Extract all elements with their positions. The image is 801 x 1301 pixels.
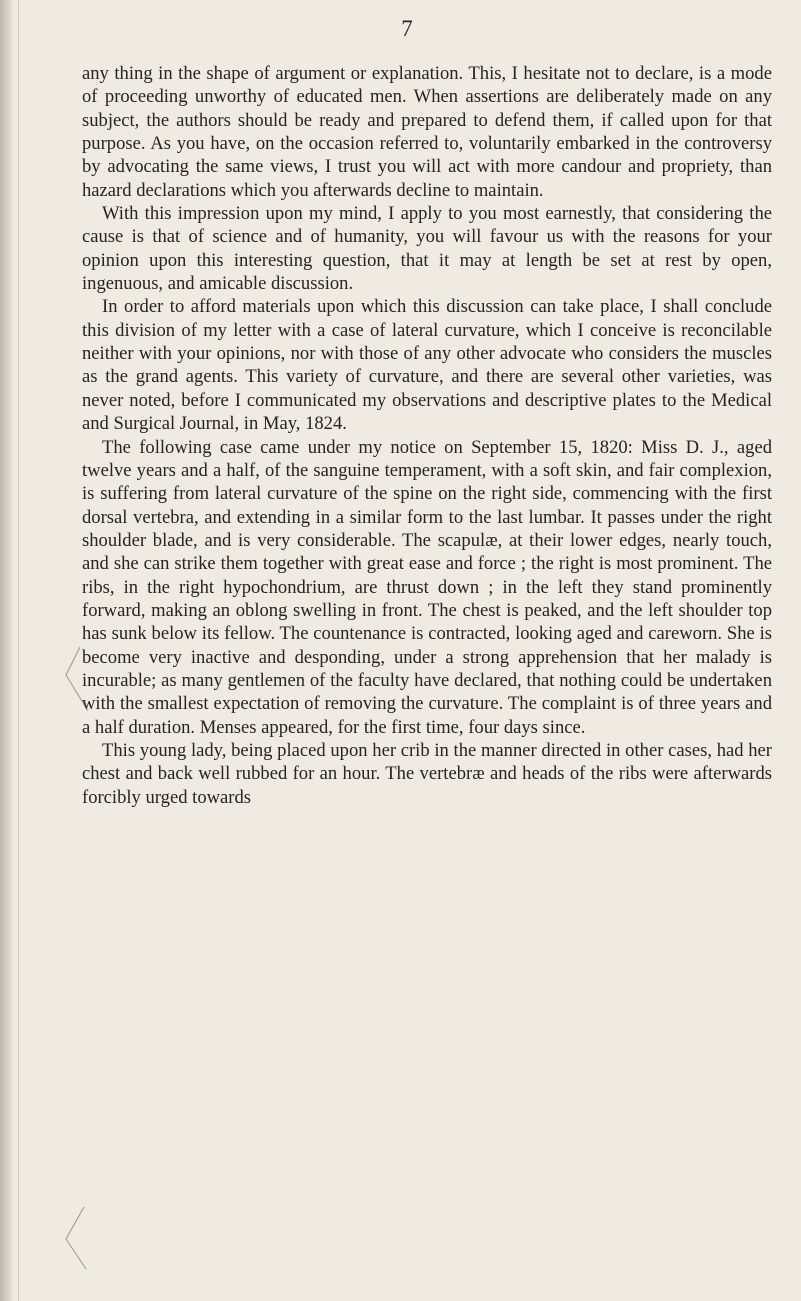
body-text	[82, 62, 772, 809]
page-number: 7	[401, 16, 413, 41]
pencil-margin-mark-lower	[60, 1205, 100, 1275]
page-edge-shadow	[0, 0, 14, 1301]
paragraph: any thing in the shape of argument or explanation. This, I hesitate not to declare, is a mode of proceeding unworthy of educated men. When assertions are deliberately made on any subject, the authors should be ready and prepared to defend them, if called upon for that purpose. As you have, on the occasion referred to, voluntarily embarked in the controversy by advocating the same views, I trust you will act with more candour and propriety, than hazard declarations which you afterwards decline to maintain.	[82, 63, 772, 201]
paragraph: This young lady, being placed upon her crib in the manner directed in other cases, had her chest and back well rubbed for an hour. The vertebræ and heads of the ribs were afterwards forcibly urged towards	[82, 739, 772, 808]
page-crease	[18, 0, 19, 1301]
paragraph: In order to afford materials upon which this discussion can take place, I shall conclude this division of my letter with a case of lateral curvature, which I conceive is reconcilable neither with your opinions, nor with those of any other advocate who considers the muscles as the grand agents. This variety of curvature, and there are several other varieties, was never noted, before I communicated my observations and descriptive plates to the Medical and Surgical Journal, in May, 1824.	[82, 296, 772, 435]
paragraph: With this impression upon my mind, I apply to you most earnestly, that considering the cause is that of science and of humanity, you will favour us with the reasons for your opinion upon this interesting question, that it may at length be set at rest by open, ingenuous, and amicable discussion.	[82, 203, 772, 295]
paragraph: The following case came under my notice on September 15, 1820: Miss D. J., aged twelve years and a half, of the sanguine temperament, with a soft skin, and fair complexion, is suffering from lateral curvature of the spine on the right side, commencing with the first dorsal vertebra, and extending in a similar form to the last lumbar. It passes under the right shoulder blade, and is very considerable. The scapulæ, at their lower edges, nearly touch, and she can strike them together with great ease and force ; the right is most prominent. The ribs, in the right hypochondrium, are thrust down ; in the left they stand prominently forward, making an oblong swelling in front. The chest is peaked, and the left shoulder top has sunk below its fellow. The countenance is contracted, looking aged and careworn. She is become very inactive and desponding, under a strong apprehension that her malady is incurable; as many gentlemen of the faculty have declared, that nothing could be undertaken with the smallest expectation of removing the curvature. The complaint is of three years and a half duration. Menses appeared, for the first time, four days since.	[82, 436, 772, 738]
